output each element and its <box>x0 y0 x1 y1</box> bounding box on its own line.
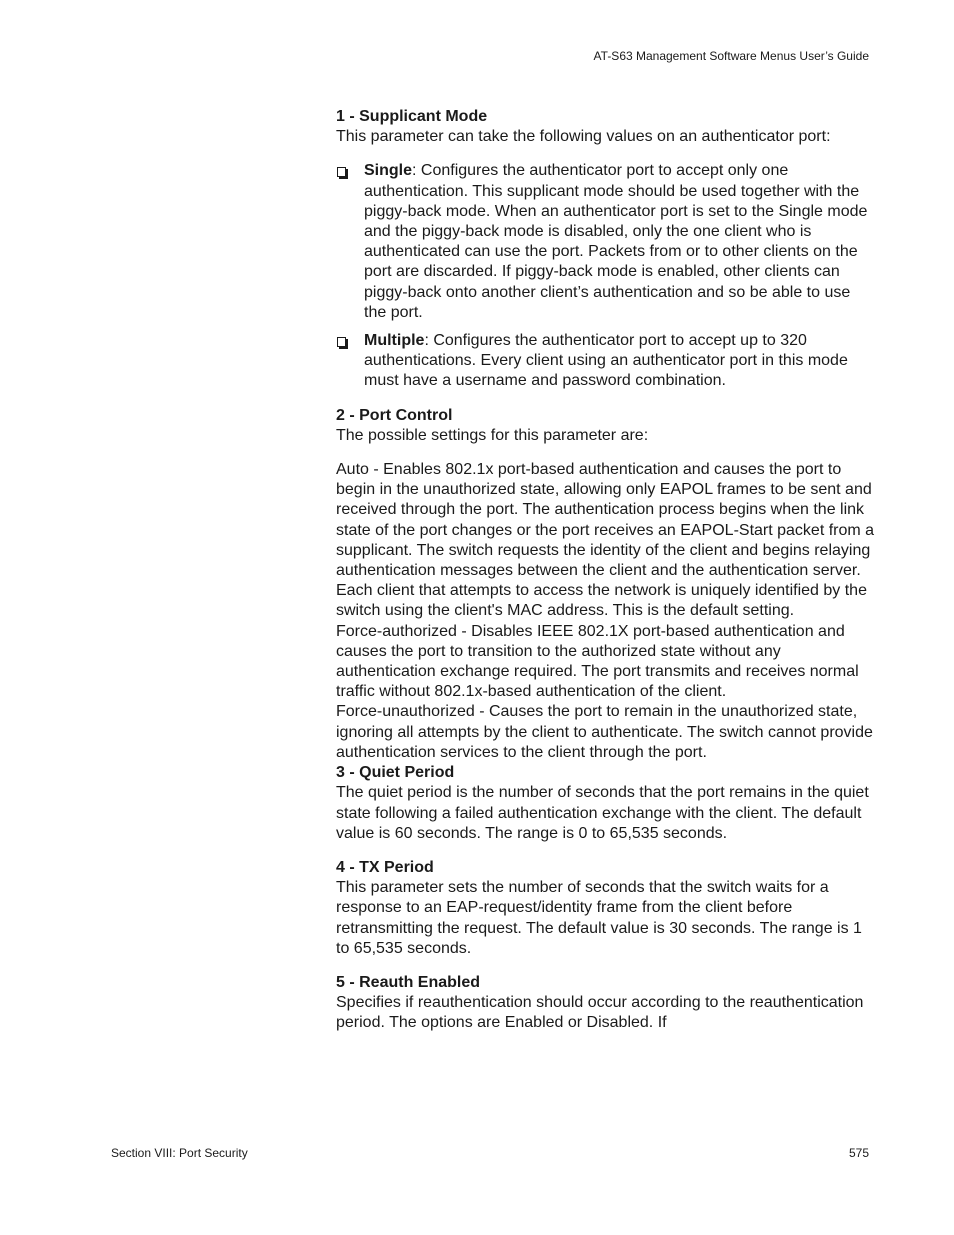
reauth-heading: 5 - Reauth Enabled <box>336 973 481 991</box>
reauth-text: Specifies if reauthentication should occur according to the reauthentication period. The options are Enabled or Disabled. If <box>336 994 864 1032</box>
port-control-force-unauthorized: Force-unauthorized - Causes the port to remain in the unauthorized state, ignoring all attempts by the client to authenticate. The switch cannot provide authentication services to the client through the port. <box>336 703 873 761</box>
supplicant-mode-list <box>336 161 876 391</box>
tx-period-text: This parameter sets the number of seconds that the switch waits for a response to an EAP-request/identity frame from the client before retransmitting the request. The default value is 30 seconds. The range is 1 to 65,535 seconds. <box>336 879 862 957</box>
running-header: AT-S63 Management Software Menus User’s Guide <box>593 49 869 63</box>
supplicant-mode-heading: 1 - Supplicant Mode <box>336 108 488 125</box>
quiet-period-heading: 3 - Quiet Period <box>336 764 455 782</box>
list-item <box>336 331 876 392</box>
port-control-auto: Auto - Enables 802.1x port-based authentication and causes the port to begin in the unauthorized state, allowing only EAPOL frames to be sent and received through the port. The authentication process begins when the link state of the port changes or the port receives an EAPOL-Start packet from a supplicant. The switch requests the identity of the client and begins relaying authentication messages between the client and the authentication server. Each client that attempts to access the network is uniquely identified by the switch using the client's MAC address. This is the default setting. <box>336 461 875 620</box>
tx-period-heading: 4 - TX Period <box>336 858 434 876</box>
list-item <box>336 161 876 323</box>
page-body <box>336 107 876 1048</box>
bullet-term: Multiple <box>364 332 425 350</box>
supplicant-mode-intro: This parameter can take the following values on an authenticator port: <box>336 128 831 146</box>
port-control-force-authorized: Force-authorized - Disables IEEE 802.1X port-based authentication and causes the port to transition to the authorized state without any authentication exchange required. The port transmits and receives normal traffic without 802.1x-based authentication of the client. <box>336 622 859 701</box>
checkbox-bullet-icon <box>337 337 346 347</box>
footer-section-label: Section VIII: Port Security <box>111 1146 248 1160</box>
page-number: 575 <box>848 1146 869 1160</box>
bullet-text: : Configures the authenticator port to accept only one authentication. This supplicant mode should be used together with the piggy-back mode. When an authenticator port is set to the Single mode and the piggy-back mode is disabled, only the one client who is authenticated can use the port. Packets from or to other clients on the port are discarded. If piggy-back mode is enabled, other clients can piggy-back onto another client’s authentication and so be able to use the port. <box>364 162 868 321</box>
quiet-period-section <box>336 763 876 844</box>
quiet-period-text: The quiet period is the number of seconds that the port remains in the quiet state following a failed authentication exchange with the client. The default value is 60 seconds. The range is 0 to 65,535 seconds. <box>336 784 869 842</box>
bullet-term: Single <box>364 162 413 180</box>
port-control-intro: The possible settings for this parameter are: <box>336 426 649 444</box>
port-control-heading: 2 - Port Control <box>336 406 453 424</box>
bullet-text: : Configures the authenticator port to accept up to 320 authentications. Every client using an authenticator port in this mode must have a username and password combination. <box>364 332 848 390</box>
tx-period-section <box>336 858 876 959</box>
port-control-section <box>336 406 876 446</box>
reauth-section <box>336 973 876 1034</box>
checkbox-bullet-icon <box>337 167 346 177</box>
